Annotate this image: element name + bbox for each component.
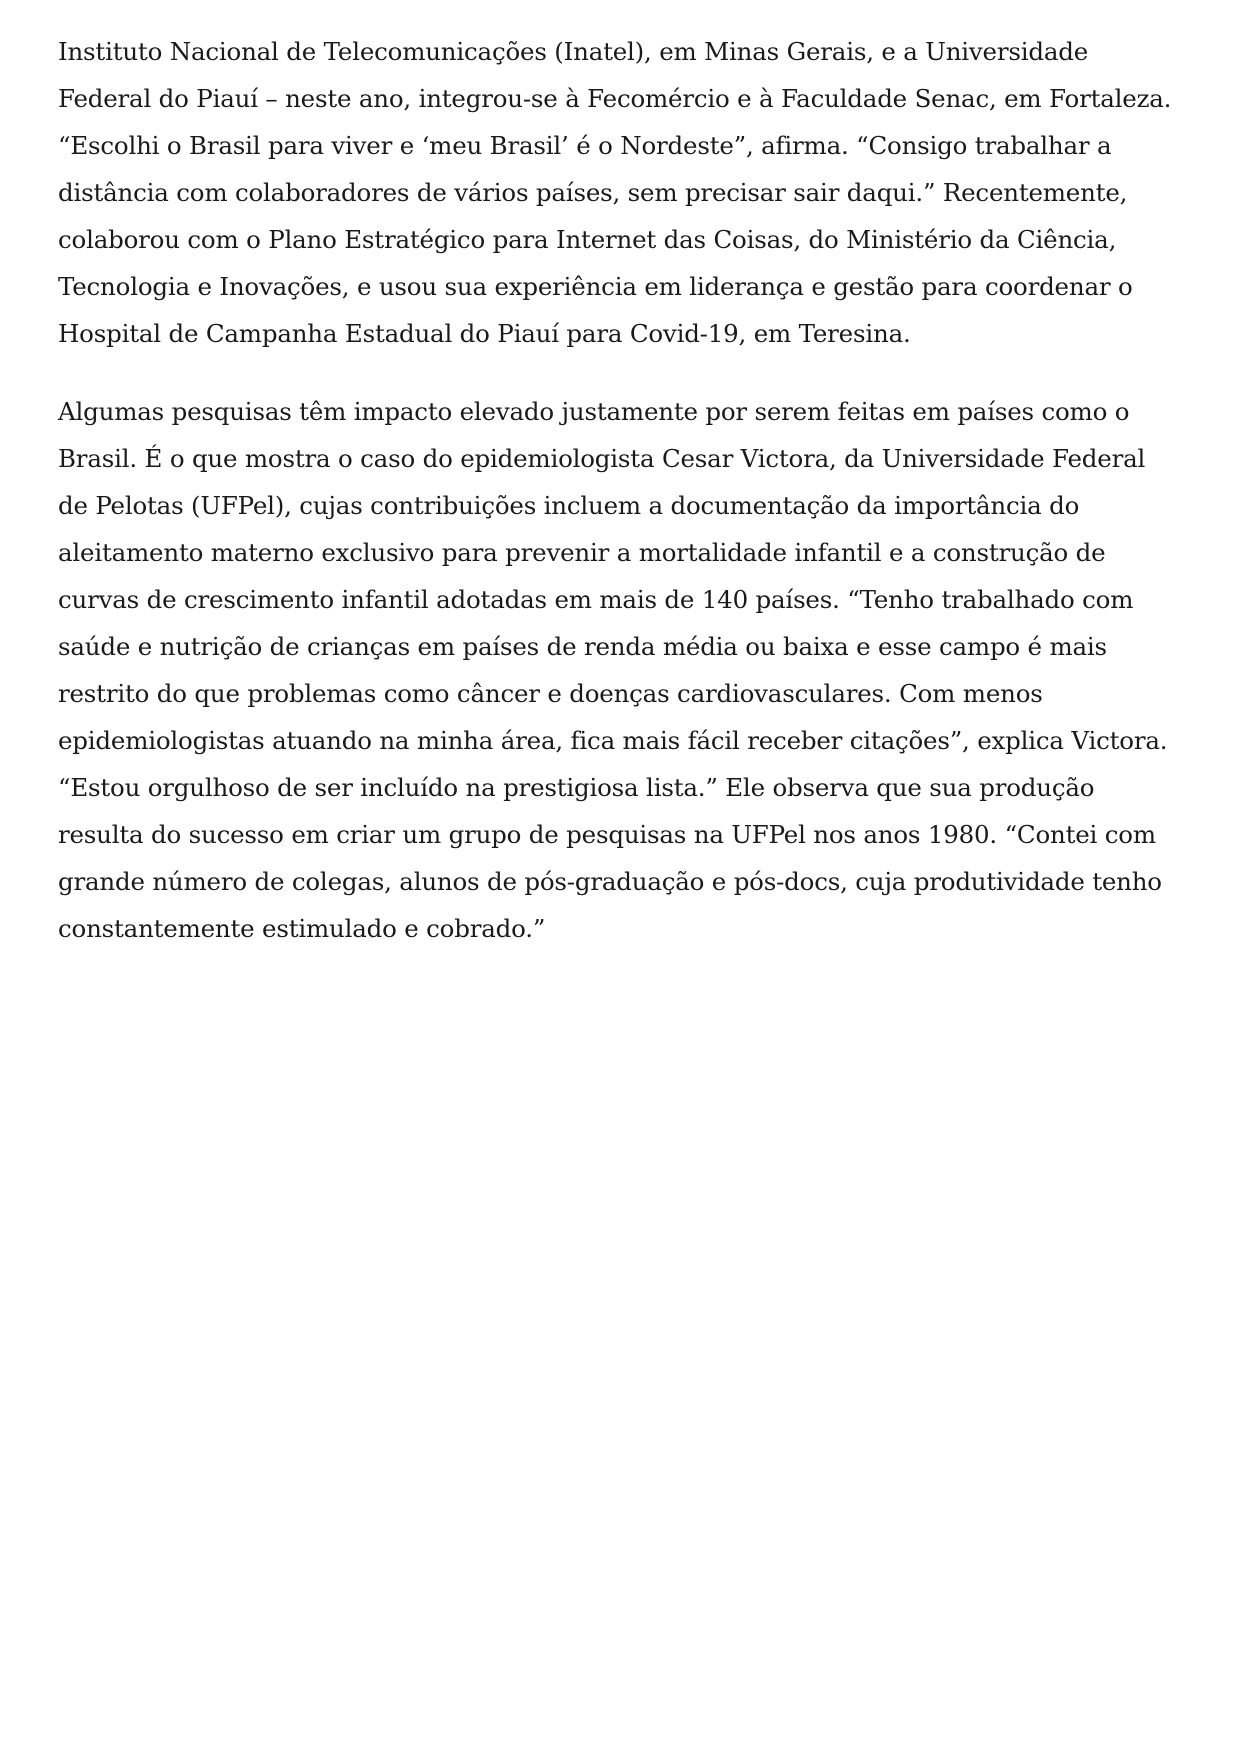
text-line: epidemiologistas atuando na minha área, fica mais fácil receber citações”, explica Victora. [58, 726, 1168, 755]
text-line: constantemente estimulado e cobrado.” [58, 914, 546, 943]
text-line: resulta do sucesso em criar um grupo de pesquisas na UFPel nos anos 1980. “Contei com [58, 820, 1156, 849]
text-line: restrito do que problemas como câncer e doenças cardiovasculares. Com menos [58, 679, 1043, 708]
text-line: grande número de colegas, alunos de pós-graduação e pós-docs, cuja produtividade tenho [58, 867, 1162, 896]
text-line: curvas de crescimento infantil adotadas em mais de 140 países. “Tenho trabalhado com [58, 585, 1134, 614]
text-line: Instituto Nacional de Telecomunicações (Inatel), em Minas Gerais, e a Universidade [58, 37, 1089, 66]
document-page [58, 28, 1188, 952]
text-line: de Pelotas (UFPel), cujas contribuições incluem a documentação da importância do [58, 491, 1080, 520]
text-line: “Estou orgulhoso de ser incluído na prestigiosa lista.” Ele observa que sua produção [58, 773, 1095, 802]
text-line: Hospital de Campanha Estadual do Piauí para Covid-19, em Teresina. [58, 319, 911, 348]
text-line: saúde e nutrição de crianças em países de renda média ou baixa e esse campo é mais [58, 632, 1107, 661]
text-line: Tecnologia e Inovações, e usou sua experiência em liderança e gestão para coordenar o [58, 272, 1133, 301]
paragraph-victora-ufpel [58, 388, 1188, 952]
text-line: Federal do Piauí – neste ano, integrou-se à Fecomércio e à Faculdade Senac, em Fortaleza. [58, 84, 1172, 113]
paragraph-inatel-piaui [58, 28, 1188, 357]
text-line: “Escolhi o Brasil para viver e ‘meu Brasil’ é o Nordeste”, afirma. “Consigo trabalhar a [58, 131, 1112, 160]
text-line: aleitamento materno exclusivo para prevenir a mortalidade infantil e a construção de [58, 538, 1106, 567]
text-line: colaborou com o Plano Estratégico para Internet das Coisas, do Ministério da Ciência, [58, 225, 1117, 254]
text-line: Algumas pesquisas têm impacto elevado justamente por serem feitas em países como o [58, 397, 1130, 426]
text-line: Brasil. É o que mostra o caso do epidemiologista Cesar Victora, da Universidade Federal [58, 444, 1146, 473]
text-line: distância com colaboradores de vários países, sem precisar sair daqui.” Recentemente, [58, 178, 1128, 207]
